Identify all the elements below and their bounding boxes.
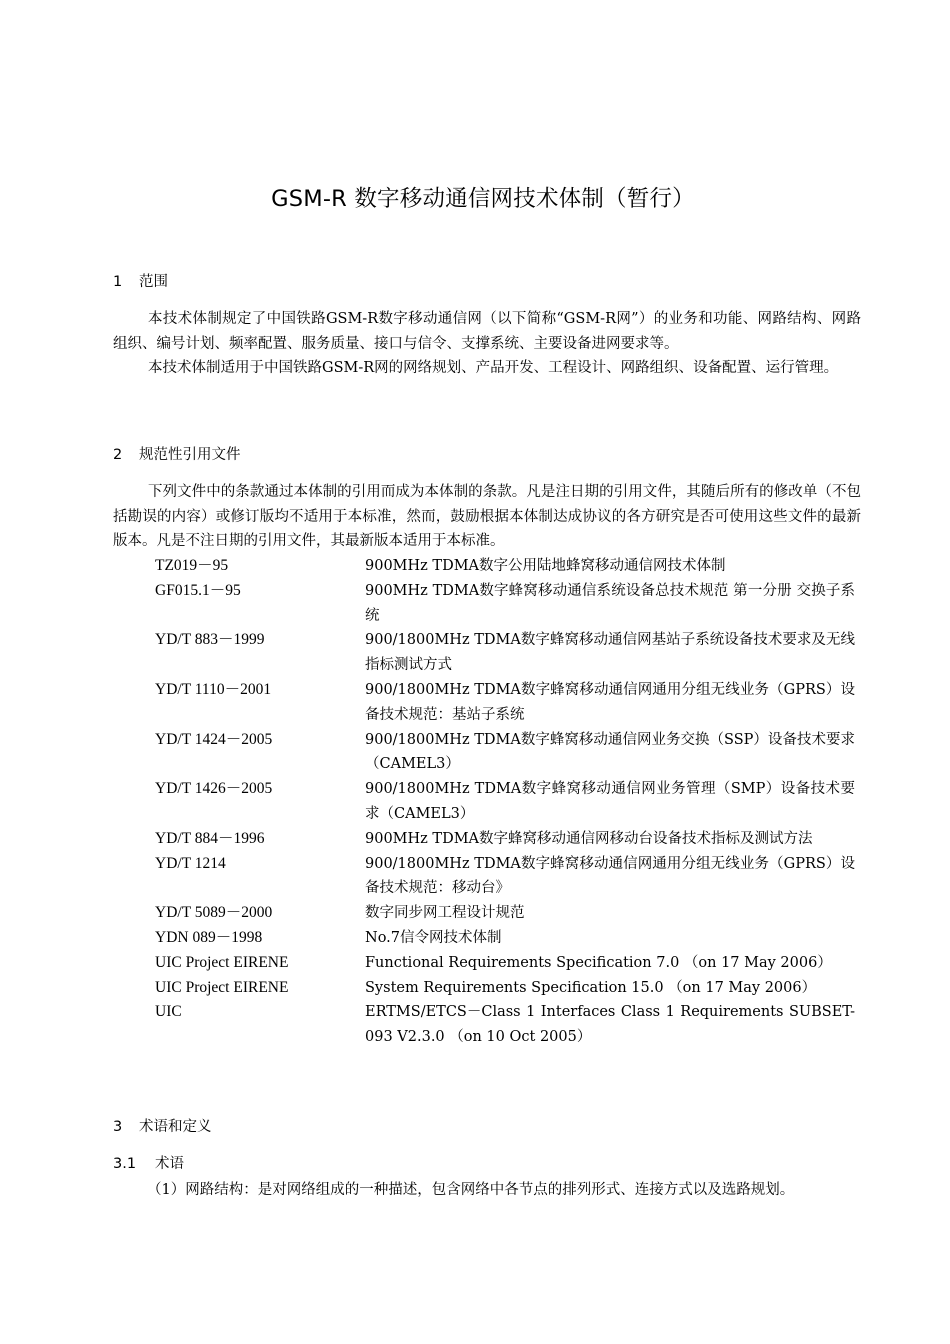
reference-item [155, 926, 855, 951]
definition-item-1: （1）网路结构：是对网络组成的一种描述，包含网络中各节点的排列形式、连接方式以及选路规划。 [147, 1182, 795, 1198]
section-1-title: 范围 [139, 274, 168, 290]
section-1-paragraph-1: 本技术体制规定了中国铁路GSM-R数字移动通信网（以下简称“GSM-R网”）的业务和功能、网路结构、网路组织、编号计划、频率配置、服务质量、接口与信令、支撑系统、主要设备进网要求等。 [113, 311, 861, 352]
reference-code: GF015.1－95 [155, 581, 241, 599]
document-title: GSM-R 数字移动通信网技术体制（暂行） [271, 186, 695, 212]
reference-title: 900/1800MHz TDMA数字蜂窝移动通信网通用分组无线业务（GPRS）设备技术规范：移动台》 [365, 855, 855, 897]
section-2-paragraph: 下列文件中的条款通过本体制的引用而成为本体制的条款。凡是注日期的引用文件，其随后所有的修改单（不包括勘误的内容）或修订版均不适用于本标准，然而，鼓励根据本体制达成协议的各方研究是否可使用这些文件的最新版本。凡是不注日期的引用文件，其最新版本适用于本标准。 [113, 484, 861, 550]
reference-item [155, 976, 855, 1001]
reference-title: 900MHz TDMA数字蜂窝移动通信系统设备总技术规范 第一分册 交换子系统 [365, 582, 855, 624]
reference-code: YD/T 5089－2000 [155, 904, 273, 922]
section-1-heading [113, 271, 168, 293]
section-2-number: 2 [113, 447, 123, 463]
reference-item [155, 554, 855, 579]
section-3-heading [113, 1116, 212, 1138]
reference-item [155, 901, 855, 926]
subsection-3-1-number: 3.1 [113, 1156, 137, 1172]
reference-title: 900/1800MHz TDMA数字蜂窝移动通信网基站子系统设备技术要求及无线指标测试方式 [365, 632, 855, 674]
reference-item [155, 678, 855, 728]
subsection-3-1-heading [113, 1153, 184, 1175]
reference-item [155, 777, 855, 827]
reference-code: TZ019－95 [155, 557, 229, 574]
reference-code: YDN 089－1998 [155, 928, 263, 946]
reference-item [155, 728, 855, 778]
reference-code: UIC Project EIRENE [155, 978, 289, 996]
reference-title: ERTMS/ETCS－Class 1 Interfaces Class 1 Requirements SUBSET-093 V2.3.0 （on 10 Oct 2005） [365, 1004, 855, 1046]
reference-item [155, 951, 855, 976]
reference-title: 900MHz TDMA数字公用陆地蜂窝移动通信网技术体制 [365, 558, 726, 574]
subsection-3-1-title: 术语 [155, 1156, 184, 1172]
reference-item [155, 628, 855, 678]
section-1-paragraph-2: 本技术体制适用于中国铁路GSM-R网的网络规划、产品开发、工程设计、网路组织、设备配置、运行管理。 [148, 360, 839, 376]
reference-item [155, 852, 855, 902]
section-2-heading [113, 444, 241, 466]
reference-item [155, 579, 855, 629]
reference-title: System Requirements Specification 15.0 （on 17 May 2006） [365, 979, 817, 996]
reference-item [155, 1000, 855, 1050]
reference-title: Functional Requirements Specification 7.0 （on 17 May 2006） [365, 954, 832, 971]
reference-title: 900MHz TDMA数字蜂窝移动通信网移动台设备技术指标及测试方法 [365, 830, 813, 847]
section-1-number: 1 [113, 274, 123, 290]
reference-title: 900/1800MHz TDMA数字蜂窝移动通信网业务管理（SMP）设备技术要求（CAMEL3） [365, 781, 855, 822]
reference-code: YD/T 1214 [155, 854, 226, 872]
reference-title: No.7信令网技术体制 [365, 929, 502, 946]
reference-code: YD/T 1110－2001 [155, 680, 272, 698]
reference-title: 900/1800MHz TDMA数字蜂窝移动通信网通用分组无线业务（GPRS）设备技术规范：基站子系统 [365, 681, 855, 723]
reference-list [155, 554, 855, 1050]
reference-code: YD/T 1424－2005 [155, 730, 273, 748]
reference-title: 数字同步网工程设计规范 [365, 905, 525, 922]
reference-title: 900/1800MHz TDMA数字蜂窝移动通信网业务交换（SSP）设备技术要求（CAMEL3） [365, 731, 855, 773]
reference-code: UIC [155, 1003, 182, 1021]
reference-code: YD/T 1426－2005 [155, 780, 273, 798]
reference-code: YD/T 884－1996 [155, 829, 265, 847]
section-3-title: 术语和定义 [139, 1119, 212, 1135]
reference-code: UIC Project EIRENE [155, 953, 289, 971]
reference-code: YD/T 883－1999 [155, 631, 265, 649]
section-2-title: 规范性引用文件 [139, 447, 241, 463]
section-3-number: 3 [113, 1119, 123, 1135]
reference-item [155, 827, 855, 852]
